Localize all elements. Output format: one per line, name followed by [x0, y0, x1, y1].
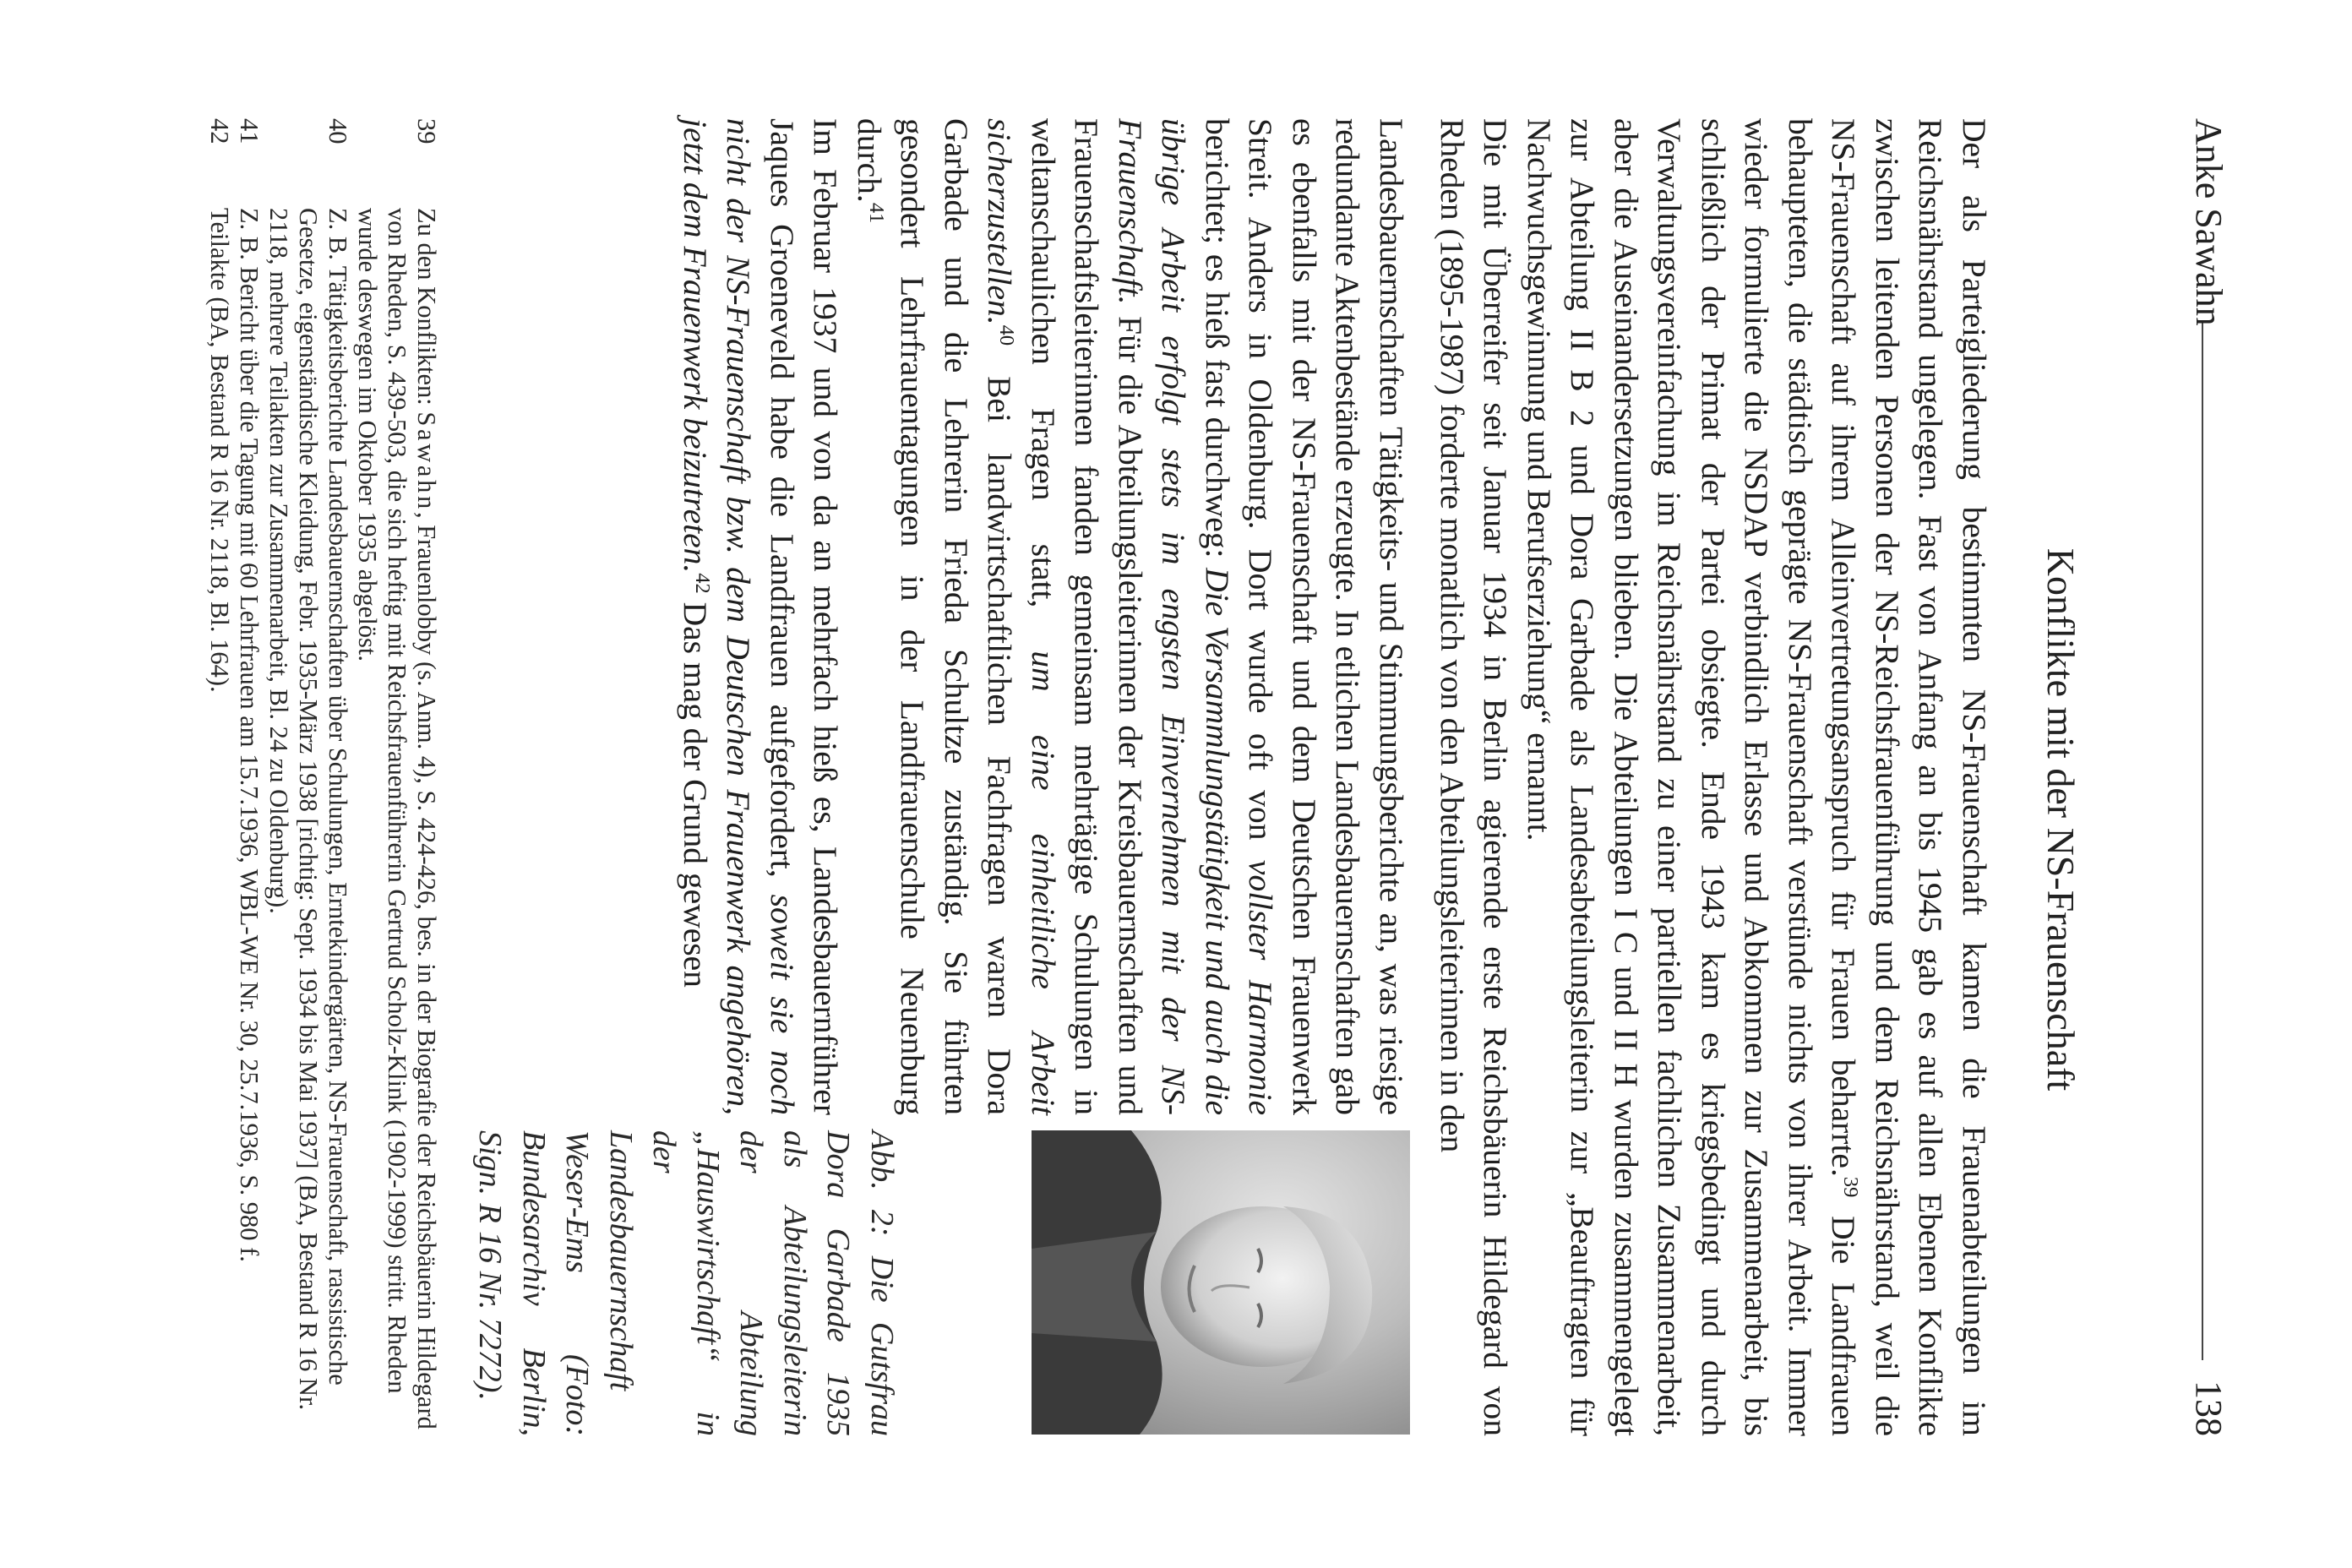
text-run: Z. B. Tätigkeitsberichte Landesbauernschaften über Schulungen, Erntekindergärten, NS-Frauenschaft, rassistische Gesetze, eigenständische Kleidung, Febr. 1935-März 1938 [richtig: Sept. 1934 bis Mai 1937] (BA, Bestand R 16 Nr. 2118, mehrere Teilakten zur Zusammenarbeit, Bl. 24 zu Oldenburg).: [264, 208, 352, 1411]
text-run: Im Februar 1937 und von da an mehrfach hieß es, Landesbauernführer Jaques Groeneveld habe die Landfrauen aufgefordert,: [764, 118, 845, 1115]
footnotes: [204, 118, 441, 1436]
italic-quote: vollster Harmonie: [1242, 859, 1280, 1116]
paragraph: Die mit Überreifer seit Januar 1934 in Berlin agierende erste Reichsbäuerin Hildegard von Rheden (1895-1987) forderte monatlich von den Abteilungsleiterinnen in den: [1434, 118, 1515, 1436]
text-run: Z. B. Bericht über die Tagung mit 60 Lehrfrauen am 15.7.1936, WBL-WE Nr. 30, 25.7.1936, S. 980 f.: [235, 208, 264, 1262]
portrait-photo: [1032, 1130, 1410, 1435]
body-text-full-width: [1430, 118, 1996, 1436]
figure: [903, 1130, 1410, 1435]
italic-quote: soweit sie noch nicht der NS-Frauenschaft bzw. dem Deutschen Frauenwerk angehören, jetzt dem Frauenwerk beizutreten.: [677, 118, 801, 1115]
text-run: Zu den Konflikten:: [412, 208, 441, 412]
body-text-beside-figure: [673, 118, 1413, 1115]
paragraph: [1517, 118, 1996, 1436]
running-head-author: Anke Sawahn: [2188, 118, 2230, 326]
italic-quote: um eine einheitliche Arbeit sicherzustellen.: [981, 118, 1062, 1115]
text-run: Bei landwirtschaftlichen Fachfragen waren Dora Garbade und die Lehrerin Frieda Schultze zuständig. Sie führten gesondert Lehrfrauentagungen in der Landfrauenschule Neuenburg durch.: [851, 118, 1019, 1115]
text-run: Landesbauernschaften Tätigkeits- und Stimmungsberichte an, was riesige redundante Aktenbestände erzeugte. In etlichen Landesbauernschaften gab es ebenfalls mit der NS-Frauenschaft und dem Deutschen Frauenwerk Streit. Anders in Oldenburg. Dort wurde oft von: [1242, 118, 1410, 1115]
text-run: Teilakte (BA, Bestand R 16 Nr. 2118, Bl. 164).: [205, 208, 234, 693]
running-head-rule: [2202, 321, 2203, 1360]
text-run: Die Landfrauen behaupteten, die städtisch geprägte NS-Frauenschaft verstünde nichts von ihrer Arbeit. Immer wieder formulierte die NSDAP verbindlich Erlasse und Abkommen zur Zusammenarbeit, bis schließlich der Primat der Partei obsiegte. Ende 1943 kam es kriegsbedingt und durch Verwaltungsvereinfachung im Reichsnährstand zu einer partiellen fachlichen Zusammenarbeit, aber die Auseinandersetzungen blieben. Die Abteilungen I C und II H wurden zusammengelegt zur Abteilung II B 2 und Dora Garbade als Landesabteilungsleiterin zur „Beauftragten für Nachwuchsgewinnung und Berufserziehung“ ernannt.: [1521, 118, 1863, 1436]
text-run: Das mag der Grund gewesen: [677, 593, 714, 988]
text-run: , Frauenlobby (s. Anm. 4), S. 424-426, bes. in der Biografie der Reichsbäuerin Hildegard von Rheden, S. 439-503, die sich heftig mit Reichsfrauenführerin Gertrud Scholz-Klink (1902-1999) stritt. Rheden wurde deswegen im Oktober 1935 abgelöst.: [353, 208, 441, 1429]
text-run: berichtet; es hieß fast durchweg:: [1199, 118, 1236, 569]
footnote-ref: 42: [691, 573, 715, 594]
footnote: [234, 118, 264, 1436]
footnote-ref: 41: [865, 202, 889, 224]
paragraph: [847, 118, 1413, 1115]
paragraph: [673, 118, 847, 1115]
footnote-ref: 40: [995, 324, 1019, 346]
footnote: [204, 118, 234, 1436]
footnote-number: 42: [205, 118, 234, 144]
footnote: [264, 118, 352, 1436]
text-run: Für die Abteilungsleiterinnen der Kreisbauernschaften und Frauenschaftsleiterinnen fanden gemeinsam mehrtägige Schulungen in weltanschaulichen Fragen statt,: [1025, 118, 1149, 1115]
footnote-number: 40: [324, 118, 352, 144]
text-run: Der als Parteigliederung bestimmten NS-Frauenschaft kamen die Frauenabteilungen im Reichsnährstand ungelegen. Fast von Anfang an bis 1945 gab es auf allen Ebenen Konflikte zwischen leitenden Personen der NS-Reichsfrauenführung und dem Reichsnährstand, weil die NS-Frauenschaft auf ihrem Alleinvertretungsanspruch für Frauen beharrte.: [1825, 118, 1993, 1436]
footnote-number: 39: [412, 118, 441, 144]
portrait-photo-graphic: [1032, 1130, 1410, 1435]
footnote-number: 41: [235, 118, 264, 144]
footnote: [352, 118, 441, 1436]
footnote-ref: 39: [1839, 1176, 1863, 1198]
italic-quote: Die Versammlungstätigkeit und auch die übrige Arbeit erfolgt stets im engsten Einvernehmen mit der NS-Frauenschaft.: [1112, 118, 1236, 1115]
page-number: 138: [2188, 1380, 2230, 1436]
author-name: Sawahn: [412, 411, 441, 512]
section-heading: Konflikte mit der NS-Frauenschaft: [2039, 547, 2082, 1092]
running-head: [2186, 118, 2246, 1436]
figure-caption: Abb. 2: Die Gutsfrau Dora Garbade 1935 als Abteilungsleiterin der Abteilung „Hauswirtschaft“ in der Landesbauernschaft Weser-Ems (Foto: Bundesarchiv Berlin, Sign. R 16 Nr. 7272).: [472, 1130, 900, 1436]
